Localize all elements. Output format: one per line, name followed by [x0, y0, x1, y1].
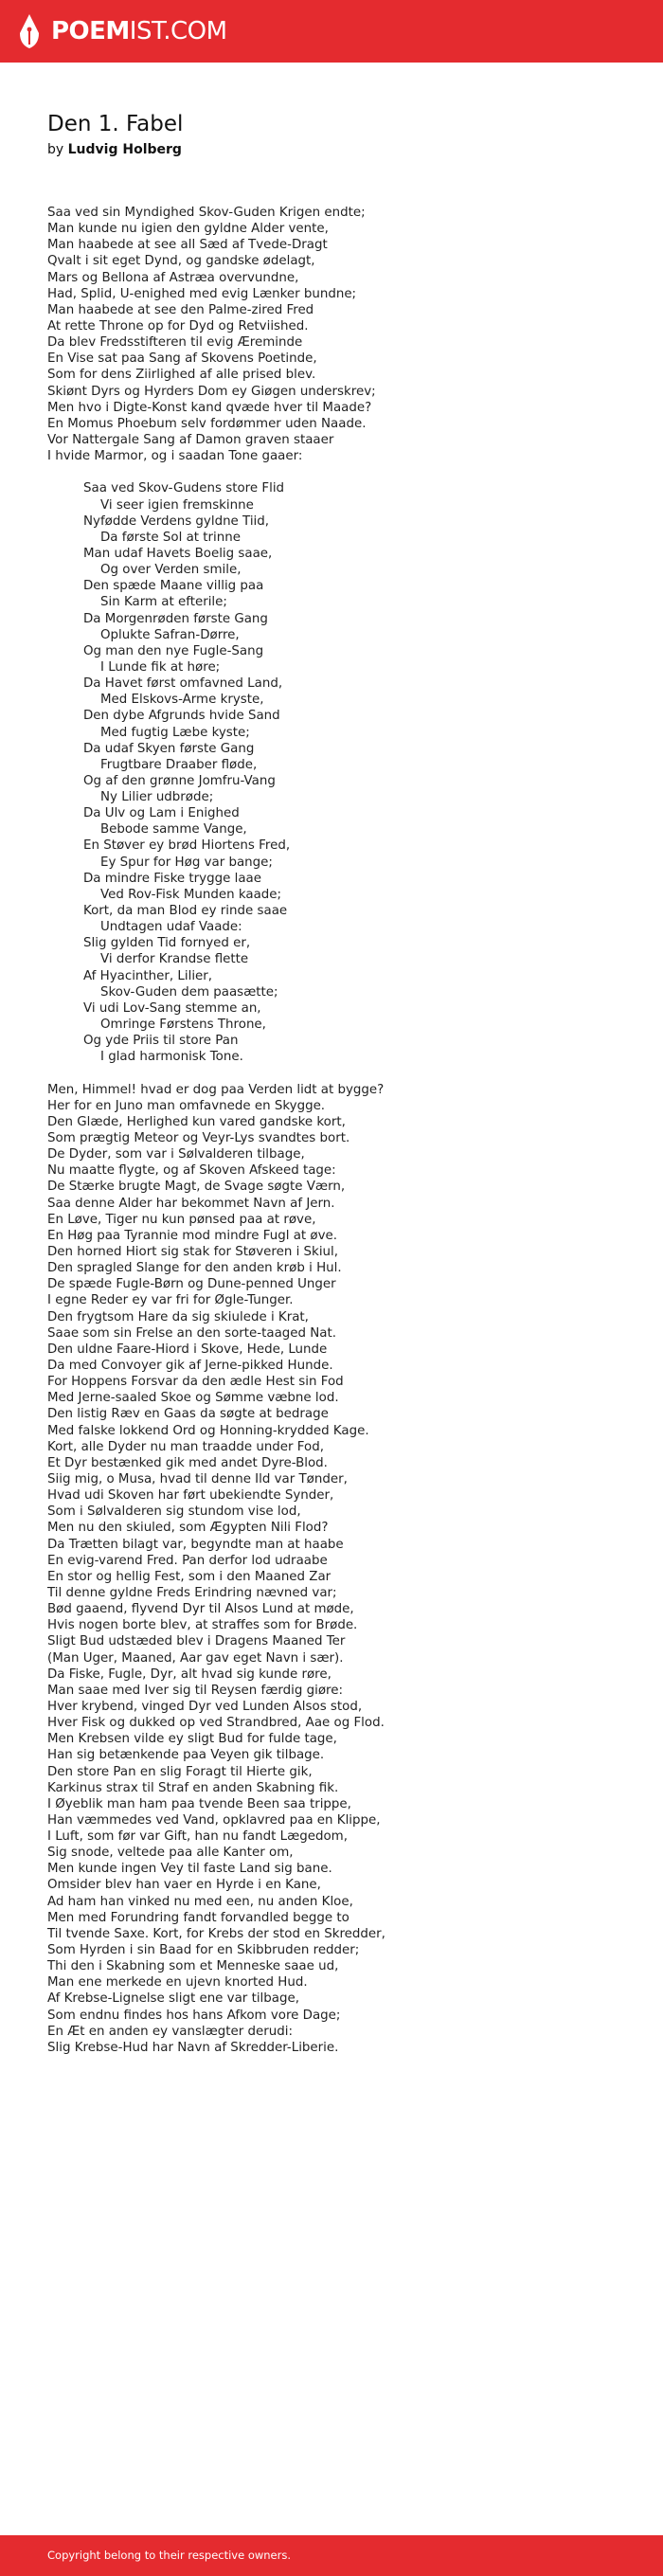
- poem-line: En Vise sat paa Sang af Skovens Poetinde,: [47, 351, 317, 367]
- poem-line: Men, Himmel! hvad er dog paa Verden lidt at bygge?: [47, 1082, 385, 1097]
- poem-line: Ad ham han vinked nu med een, nu anden Kloe,: [47, 1894, 353, 1909]
- poem-line: Men hvo i Digte-Konst kand qvæde hver til Maade?: [47, 400, 372, 415]
- poem-line: Man saae med Iver sig til Reysen færdig giøre:: [47, 1683, 344, 1698]
- poem-line: At rette Throne op for Dyd og Retviished.: [47, 318, 309, 333]
- poem-line: Thi den i Skabning som et Menneske saae ud,: [47, 1959, 339, 1974]
- poem-line: Nyfødde Verdens gyldne Tiid,: [83, 513, 270, 529]
- poem-line: Omringe Førstens Throne,: [100, 1018, 266, 1033]
- poem-line: Men kunde ingen Vey til faste Land sig bane.: [47, 1862, 332, 1877]
- poem-line: Da blev Fredsstifteren til evig Æreminde: [47, 335, 303, 351]
- poem-byline: [47, 140, 635, 159]
- poem-line: Kort, alle Dyder nu man traadde under Fod,: [47, 1439, 324, 1454]
- poem-line: Den dybe Afgrunds hvide Sand: [83, 709, 280, 724]
- poem-line: Den spragled Slange for den anden krøb i Hul.: [47, 1261, 342, 1276]
- poem-line: En Æt en anden ey vanslægter derudi:: [47, 2024, 294, 2039]
- poem-line: I Øyeblik man ham paa tvende Been saa trippe,: [47, 1796, 351, 1811]
- poem-line: Da Ulv og Lam i Enighed: [83, 806, 240, 821]
- poem-line: Undtagen udaf Vaade:: [100, 920, 242, 935]
- poem-line: Til tvende Saxe. Kort, for Krebs der stod en Skredder,: [47, 1926, 385, 1941]
- poem-line: Slig Krebse-Hud har Navn af Skredder-Liberie.: [47, 2040, 339, 2055]
- poem-line: Saae som sin Frelse an den sorte-taaged Nat.: [47, 1325, 336, 1341]
- poem-line: Kort, da man Blod ey rinde saae: [83, 904, 288, 919]
- poem-line: Hver krybend, vinged Dyr ved Lunden Alsos stod,: [47, 1699, 363, 1714]
- poem-line: Slig gylden Tid fornyed er,: [83, 936, 251, 951]
- poem-line: De Stærke brugte Magt, de Svage søgte Værn,: [47, 1180, 346, 1195]
- poem-line: Og man den nye Fugle-Sang: [83, 643, 264, 658]
- poem-line: Bebode samme Vange,: [100, 822, 247, 838]
- poem-line: Den listig Ræv en Gaas da søgte at bedrage: [47, 1407, 329, 1422]
- poem-line: Ny Lilier udbrøde;: [100, 790, 214, 805]
- poem-line: Som endnu findes hos hans Afkom vore Dage;: [47, 2008, 341, 2023]
- site-header: [0, 0, 663, 63]
- poem-line: Frugtbare Draaber fløde,: [100, 757, 258, 772]
- poem-line: Og af den grønne Jomfru-Vang: [83, 773, 276, 788]
- poem-line: En Støver ey brød Hiortens Fred,: [83, 838, 291, 854]
- poem-line: Siig mig, o Musa, hvad til denne Ild var Tønder,: [47, 1471, 348, 1486]
- poem-line: De Dyder, som var i Sølvalderen tilbage,: [47, 1147, 305, 1162]
- poem-line: Af Krebse-Lignelse sligt ene var tilbage,: [47, 1991, 299, 2007]
- poem-line: Skov-Guden dem paasætte;: [100, 984, 278, 1000]
- poem-line: Da udaf Skyen første Gang: [83, 741, 255, 756]
- poem-line: Og yde Priis til store Pan: [83, 1034, 239, 1049]
- poem-line: Hvad udi Skoven har ført ubekiendte Synder,: [47, 1488, 334, 1504]
- stanza: [47, 480, 635, 1065]
- copyright-text: Copyright belong to their respective owners.: [47, 2549, 292, 2562]
- poem-line: Da mindre Fiske trygge laae: [83, 871, 261, 886]
- poem-line: De spæde Fugle-Børn og Dune-penned Unger: [47, 1277, 336, 1292]
- poem-line: I Luft, som før var Gift, han nu fandt Lægedom,: [47, 1829, 348, 1845]
- poem-line: I hvide Marmor, og i saadan Tone gaaer:: [47, 449, 303, 464]
- poem-line: En Momus Phoebum selv fordømmer uden Naade.: [47, 416, 367, 431]
- poem-line: Nu maatte flygte, og af Skoven Afskeed tage:: [47, 1163, 336, 1179]
- poem-line: Han væmmedes ved Vand, opklavred paa en Klippe,: [47, 1812, 381, 1828]
- poem-line: Med fugtig Læbe kyste;: [100, 725, 250, 740]
- poem-line: Hvis nogen borte blev, at straffes som for Brøde.: [47, 1618, 358, 1633]
- poem-line: Den horned Hiort sig stak for Støveren i Skiul,: [47, 1245, 338, 1259]
- poem-line: Med falske lokkend Ord og Honning-krydded Kage.: [47, 1423, 369, 1438]
- poem-line: Den store Pan en slig Foragt til Hierte gik,: [47, 1764, 313, 1779]
- poem-line: Af Hyacinther, Lilier,: [83, 968, 213, 983]
- poem-line: Med Jerne-saaled Skoe og Sømme væbne lod.: [47, 1391, 339, 1406]
- poem-line: Et Dyr bestænked gik med andet Dyre-Blod.: [47, 1455, 328, 1470]
- poem-line: Da Morgenrøden første Gang: [83, 611, 268, 626]
- poem-line: Ved Rov-Fisk Munden kaade;: [100, 887, 282, 902]
- poem-line: Sligt Bud udstæded blev i Dragens Maaned Ter: [47, 1634, 346, 1649]
- pen-nib-icon: [17, 12, 42, 50]
- poem-line: Den frygtsom Hare da sig skiulede i Krat,: [47, 1309, 309, 1324]
- poem-line: Vor Nattergale Sang af Damon graven staaer: [47, 432, 334, 447]
- poem-container: [47, 110, 635, 2072]
- poem-text: [47, 205, 635, 2056]
- poem-line: Qvalt i sit eget Dynd, og gandske ødelagt,: [47, 254, 315, 269]
- poem-line: Saa denne Alder har bekommet Navn af Jern.: [47, 1196, 335, 1211]
- poem-line: Til denne gyldne Freds Erindring nævned var;: [47, 1585, 337, 1600]
- poem-line: Vi udi Lov-Sang stemme an,: [83, 1000, 261, 1016]
- poem-line: Vi seer igien fremskinne: [100, 497, 254, 513]
- poem-line: En Høg paa Tyrannie mod mindre Fugl at øve.: [47, 1228, 338, 1243]
- poem-line: Men med Forundring fandt forvandled begge to: [47, 1910, 349, 1925]
- poem-line: Da med Convoyer gik af Jerne-pikked Hunde.: [47, 1358, 333, 1373]
- poem-line: Han sig betænkende paa Veyen gik tilbage.: [47, 1748, 325, 1763]
- poem-line: (Man Uger, Maaned, Aar gav eget Navn i sær).: [47, 1650, 344, 1666]
- poem-line: Man kunde nu igien den gyldne Alder vente,: [47, 222, 329, 237]
- poem-line: Som i Sølvalderen sig stundom vise lod,: [47, 1504, 301, 1520]
- site-footer: [0, 2535, 663, 2576]
- poem-line: Da Havet først omfavned Land,: [83, 676, 283, 692]
- poem-line: Man udaf Havets Boelig saae,: [83, 546, 273, 561]
- poem-line: Som for dens Ziirlighed af alle prised blev.: [47, 368, 316, 383]
- poem-line: Mars og Bellona af Astræa overvundne,: [47, 270, 299, 285]
- poem-line: Oplukte Safran-Dørre,: [100, 627, 240, 642]
- poem-line: Bød gaaend, flyvend Dyr til Alsos Lund at møde,: [47, 1602, 354, 1617]
- poem-line: Her for en Juno man omfavnede en Skygge.: [47, 1098, 326, 1113]
- poem-line: Men Krebsen vilde ey sligt Bud for fulde tage,: [47, 1732, 337, 1747]
- poem-line: Saa ved sin Myndighed Skov-Guden Krigen endte;: [47, 206, 366, 220]
- poem-line: Had, Splid, U-enighed med evig Lænker bundne;: [47, 286, 357, 301]
- poem-line: Saa ved Skov-Gudens store Flid: [83, 481, 285, 496]
- poem-line: I glad harmonisk Tone.: [100, 1050, 243, 1065]
- poem-line: For Hoppens Forsvar da den ædle Hest sin Fod: [47, 1375, 344, 1390]
- stanza: [47, 1082, 635, 2056]
- poem-line: Den uldne Faare-Hiord i Skove, Hede, Lunde: [47, 1342, 328, 1357]
- site-logo-text: POEMIST.COM: [51, 17, 227, 45]
- poem-line: Da Fiske, Fugle, Dyr, alt hvad sig kunde røre,: [47, 1666, 332, 1682]
- poem-line: En Løve, Tiger nu kun pønsed paa at røve,: [47, 1212, 316, 1227]
- poem-line: Den spæde Maane villig paa: [83, 579, 264, 594]
- poem-line: Sin Karm at efterile;: [100, 595, 227, 610]
- poem-line: Ey Spur for Høg var bange;: [100, 855, 273, 870]
- poem-line: En stor og hellig Fest, som i den Maaned Zar: [47, 1569, 332, 1584]
- poem-line: Sig snode, veltede paa alle Kanter om,: [47, 1846, 294, 1861]
- poem-line: Og over Verden smile,: [100, 563, 242, 578]
- poem-line: Da Trætten bilagt var, begyndte man at haabe: [47, 1537, 344, 1552]
- poem-line: Den Glæde, Herlighed kun vared gandske kort,: [47, 1114, 346, 1129]
- poem-line: Karkinus strax til Straf en anden Skabning fik.: [47, 1780, 339, 1795]
- poem-line: Man haabede at see den Palme-zired Fred: [47, 302, 314, 317]
- author-link[interactable]: Ludvig Holberg: [67, 142, 182, 157]
- byline-prefix: by: [47, 142, 64, 157]
- poem-line: Som prægtig Meteor og Veyr-Lys svandtes bort.: [47, 1131, 350, 1146]
- poem-line: Skiønt Dyrs og Hyrders Dom ey Giøgen underskrev;: [47, 384, 376, 399]
- poem-line: Men nu den skiuled, som Ægypten Nili Flod?: [47, 1521, 329, 1536]
- stanza: [47, 205, 635, 464]
- poem-line: Som Hyrden i sin Baad for en Skibbruden redder;: [47, 1943, 360, 1958]
- poem-line: I egne Reder ey var fri for Øgle-Tunger.: [47, 1293, 294, 1308]
- poem-line: Da første Sol at trinne: [100, 530, 241, 545]
- poem-line: Med Elskovs-Arme kryste,: [100, 693, 264, 708]
- poem-line: I Lunde fik at høre;: [100, 659, 221, 675]
- poem-line: Man haabede at see all Sæd af Tvede-Dragt: [47, 238, 328, 253]
- poem-line: En evig-varend Fred. Pan derfor lod udraabe: [47, 1553, 328, 1568]
- poem-line: Vi derfor Krandse flette: [100, 952, 249, 967]
- poem-line: Man ene merkede en ujevn knorted Hud.: [47, 1975, 308, 1991]
- poem-line: Hver Fisk og dukked op ved Strandbred, Aae og Flod.: [47, 1716, 385, 1731]
- site-logo[interactable]: [17, 9, 227, 53]
- poem-title: Den 1. Fabel: [47, 112, 184, 136]
- poem-line: Omsider blev han vaer en Hyrde i en Kane,: [47, 1878, 321, 1893]
